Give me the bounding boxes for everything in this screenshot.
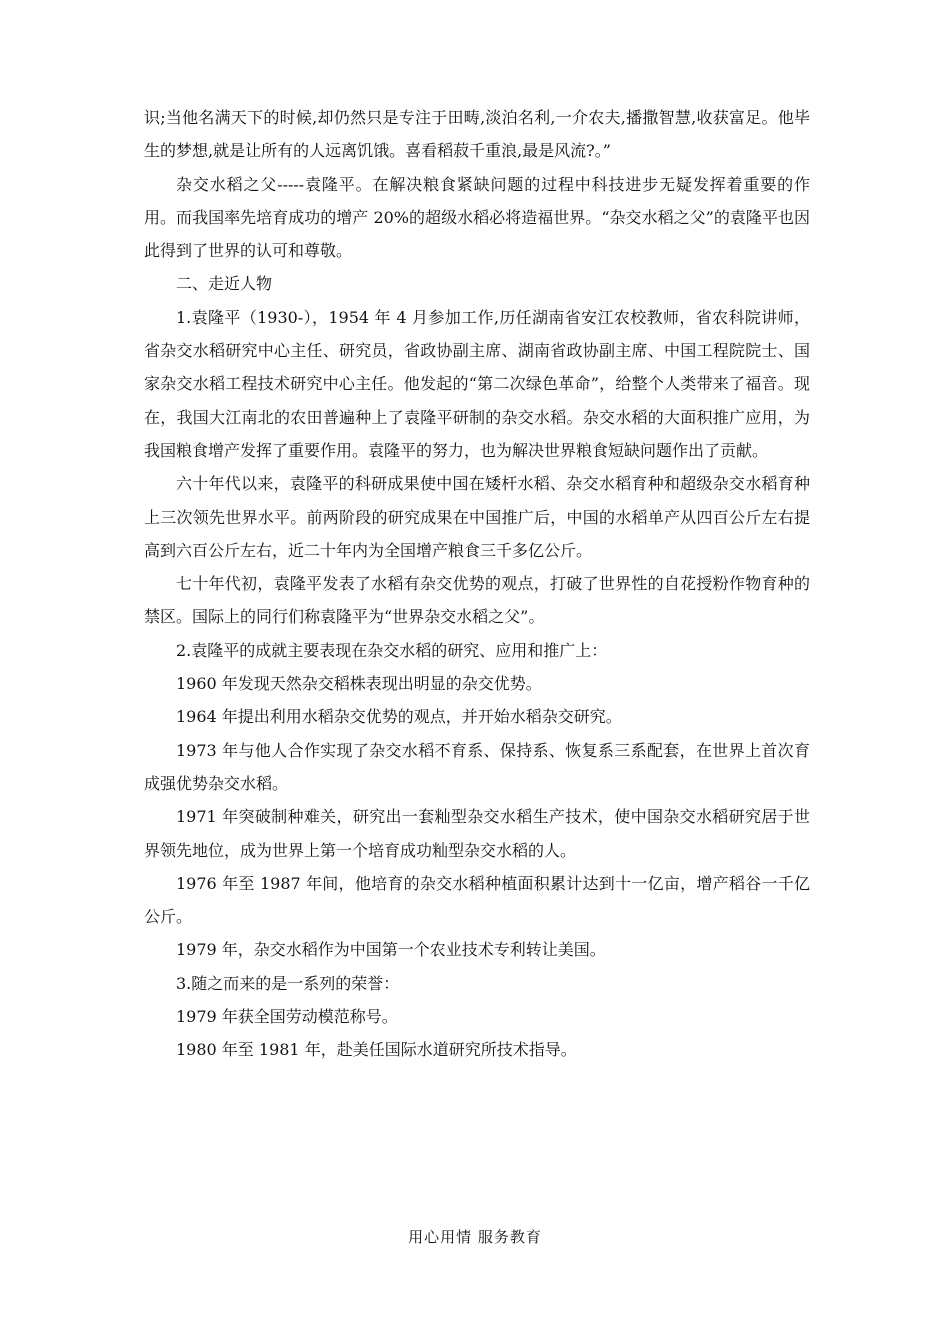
paragraph-seventies: 七十年代初，袁隆平发表了水稻有杂交优势的观点，打破了世界性的自花授粉作物育种的禁区。国际上的同行们称袁隆平为“世界杂交水稻之父”。 (144, 574, 810, 627)
page-footer: 用心用情 服务教育 (408, 1228, 542, 1246)
list-item: 1979 年，杂交水稻作为中国第一个农业技术专利转让美国。 (176, 940, 606, 960)
paragraph-sixties: 六十年代以来，袁隆平的科研成果使中国在矮杆水稻、杂交水稻育种和超级杂交水稻育种上三次领先世界水平。前两阶段的研究成果在中国推广后，中国的水稻单产从四百公斤左右提高到六百公斤左右，近二十年内为全国增产粮食三千多亿公斤。 (144, 474, 810, 560)
paragraph-intro: 杂交水稻之父-----袁隆平。在解决粮食紧缺问题的过程中科技进步无疑发挥着重要的作用。而我国率先培育成功的增产 20%的超级水稻必将造福世界。“杂交水稻之父”的袁隆平也因此得到了世界的认可和尊敬。 (144, 174, 810, 261)
list-item: 1980 年至 1981 年，赴美任国际水道研究所技术指导。 (176, 1040, 577, 1060)
paragraph-honors-heading: 3.随之而来的是一系列的荣誉： (176, 973, 400, 993)
list-item: 1976 年至 1987 年间，他培育的杂交水稻种植面积累计达到十一亿亩，增产稻谷一千亿公斤。 (144, 873, 810, 927)
paragraph-biography: 1.袁隆平（1930-），1954 年 4 月参加工作,历任湖南省安江农校教师，省农科院讲师，省杂交水稻研究中心主任、研究员，省政协副主席、湖南省政协副主席、中国工程院院士、国家杂交水稻工程技术研究中心主任。他发起的“第二次绿色革命”，给整个人类带来了福音。现在，我国大江南北的农田普遍种上了袁隆平研制的杂交水稻。杂交水稻的大面积推广应用，为我国粮食增产发挥了重要作用。袁隆平的努力，也为解决世界粮食短缺问题作出了贡献。 (144, 307, 810, 460)
list-item: 1960 年发现天然杂交稻株表现出明显的杂交优势。 (176, 674, 542, 694)
list-item: 1973 年与他人合作实现了杂交水稻不育系、保持系、恢复系三系配套，在世界上首次育成强优势杂交水稻。 (144, 740, 810, 793)
document-body (144, 101, 810, 1067)
list-item: 1964 年提出利用水稻杂交优势的观点，并开始水稻杂交研究。 (176, 707, 622, 727)
paragraph-continuation: 识;当他名满天下的时候,却仍然只是专注于田畴,淡泊名利,一介农夫,播撒智慧,收获富足。他毕生的梦想,就是让所有的人远离饥饿。喜看稻菽千重浪,最是风流?。” (144, 108, 810, 161)
section-heading: 二、走近人物 (176, 274, 273, 294)
list-item: 1971 年突破制种难关，研究出一套籼型杂交水稻生产技术，使中国杂交水稻研究居于世界领先地位，成为世界上第一个培育成功籼型杂交水稻的人。 (144, 807, 810, 860)
paragraph-achievements-heading: 2.袁隆平的成就主要表现在杂交水稻的研究、应用和推广上： (176, 640, 608, 660)
list-item: 1979 年获全国劳动模范称号。 (176, 1007, 398, 1027)
